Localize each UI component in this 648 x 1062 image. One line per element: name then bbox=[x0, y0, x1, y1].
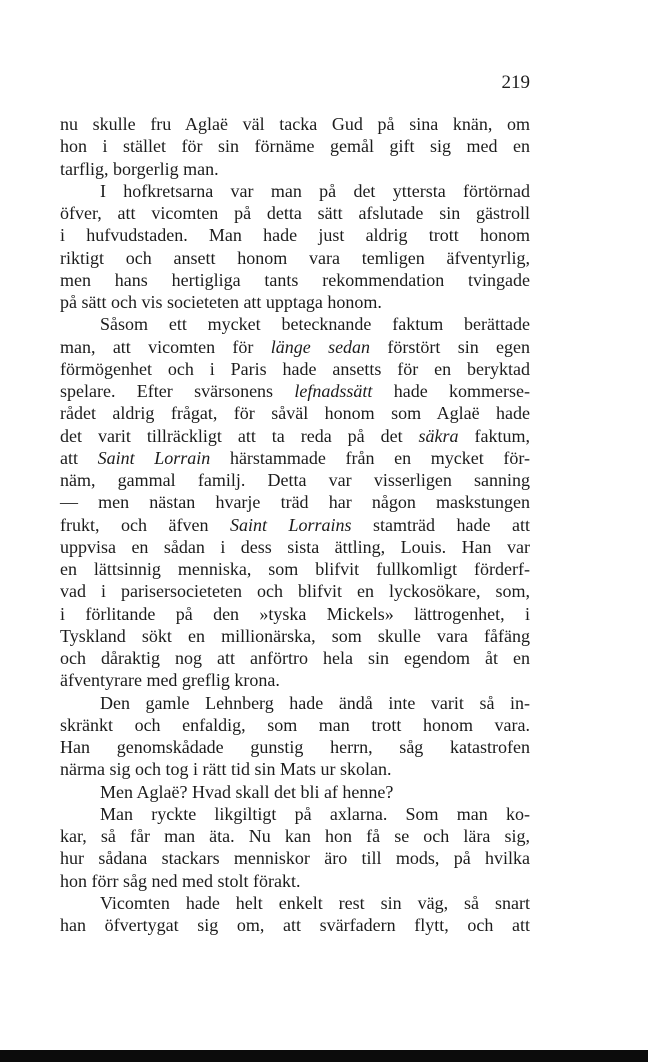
text-line bbox=[60, 914, 530, 936]
text-span: i hufvudstaden. Man hade just aldrig trott honom bbox=[60, 225, 530, 246]
text-line bbox=[60, 180, 530, 202]
text-span: rådet aldrig frågat, för såväl honom som Aglaë hade bbox=[60, 403, 530, 424]
text-line bbox=[60, 447, 530, 469]
text-line bbox=[60, 291, 530, 313]
text-line bbox=[60, 135, 530, 157]
text-span: I hofkretsarna var man på det yttersta förtörnad bbox=[100, 180, 530, 201]
text-span: tarflig, borgerlig man. bbox=[60, 158, 219, 179]
text-line bbox=[60, 514, 530, 536]
text-line bbox=[60, 825, 530, 847]
text-span: att bbox=[60, 447, 98, 468]
text-line bbox=[60, 491, 530, 513]
text-line bbox=[60, 425, 530, 447]
text-span: kar, så får man äta. Nu kan hon få se och lära sig, bbox=[60, 826, 530, 846]
text-line bbox=[60, 558, 530, 580]
text-line bbox=[60, 847, 530, 869]
text-line bbox=[60, 870, 530, 892]
text-span: Vicomten hade helt enkelt rest sin väg, så snart bbox=[100, 892, 530, 913]
text-line bbox=[60, 669, 530, 691]
italic-text: länge sedan bbox=[270, 336, 371, 357]
text-line bbox=[60, 692, 530, 714]
text-line bbox=[60, 224, 530, 246]
text-span: förmögenhet och i Paris hade ansetts för en beryktad bbox=[60, 358, 530, 379]
text-line bbox=[60, 380, 530, 402]
text-span: härstammade från en mycket för- bbox=[210, 447, 531, 468]
text-span: och dåraktig nog att anförtro hela sin egendom åt en bbox=[60, 648, 530, 668]
text-line bbox=[60, 247, 530, 269]
text-span: hon i stället för sin förnäme gemål gift sig med en bbox=[60, 136, 530, 157]
text-line bbox=[60, 313, 530, 335]
text-line bbox=[60, 469, 530, 491]
text-span: men hans hertigliga tants rekommendation tvingade bbox=[60, 269, 530, 290]
text-span: han öfvertygat sig om, att svärfadern flytt, och att bbox=[60, 915, 530, 935]
text-line bbox=[60, 603, 530, 625]
text-span: Tyskland sökt en millionärska, som skulle vara fåfäng bbox=[60, 625, 530, 646]
text-line bbox=[60, 158, 530, 180]
text-span: skränkt och enfaldig, som man trott honom vara. bbox=[60, 714, 530, 735]
text-span: på sätt och vis societeten att upptaga honom. bbox=[60, 292, 382, 312]
text-span: närma sig och tog i rätt tid sin Mats ur skolan. bbox=[60, 759, 392, 780]
text-span: nu skulle fru Aglaë väl tacka Gud på sina knän, om bbox=[60, 114, 530, 134]
text-line bbox=[60, 336, 530, 358]
text-span: i förlitande på den »tyska Mickels» lättrogenhet, i bbox=[60, 603, 530, 624]
text-line bbox=[60, 714, 530, 736]
text-line bbox=[60, 202, 530, 224]
text-span: stamträd hade att bbox=[351, 514, 531, 535]
text-span: Den gamle Lehnberg hade ändå inte varit så in- bbox=[100, 692, 530, 713]
text-line bbox=[60, 536, 530, 558]
text-span: det varit tillräckligt att ta reda på det bbox=[60, 425, 419, 446]
text-span: faktum, bbox=[458, 425, 530, 446]
italic-text: Saint Lorrain bbox=[97, 447, 211, 468]
text-span: man, att vicomten för bbox=[60, 336, 271, 357]
text-line bbox=[60, 736, 530, 758]
text-span: näm, gammal familj. Detta var visserligen sanning bbox=[60, 470, 530, 490]
text-span: frukt, och äfven bbox=[60, 514, 230, 535]
text-span: — men nästan hvarje träd har någon maskstungen bbox=[60, 492, 530, 513]
text-span: äfventyrare med greflig krona. bbox=[60, 670, 280, 691]
italic-text: lefnadssätt bbox=[294, 381, 373, 401]
italic-text: säkra bbox=[418, 425, 459, 446]
text-span: spelare. Efter svärsonens bbox=[60, 381, 295, 401]
text-line bbox=[60, 358, 530, 380]
text-line bbox=[60, 892, 530, 914]
text-span: hur sådana stackars menniskor äro till mods, på hvilka bbox=[60, 848, 530, 869]
text-span: riktigt och ansett honom vara temligen äfventyrlig, bbox=[60, 247, 530, 268]
text-line bbox=[60, 269, 530, 291]
text-span: öfver, att vicomten på detta sätt afslutade sin gästroll bbox=[60, 203, 530, 223]
text-span: Man ryckte likgiltigt på axlarna. Som man ko- bbox=[100, 803, 530, 824]
text-line bbox=[60, 647, 530, 669]
text-span: uppvisa en sådan i dess sista ättling, Louis. Han var bbox=[60, 536, 530, 557]
text-span: hon förr såg ned med stolt förakt. bbox=[60, 870, 301, 891]
text-line bbox=[60, 625, 530, 647]
page-number: 219 bbox=[501, 72, 530, 93]
text-span: förstört sin egen bbox=[370, 336, 531, 357]
text-line bbox=[60, 402, 530, 424]
text-span: Han genomskådade gunstig herrn, såg katastrofen bbox=[60, 737, 530, 757]
text-span: en lättsinnig menniska, som blifvit fullkomligt förderf- bbox=[60, 559, 530, 579]
text-line bbox=[60, 803, 530, 825]
body-text bbox=[60, 113, 530, 936]
text-span: hade kommerse- bbox=[372, 381, 530, 401]
italic-text: Saint Lorrains bbox=[229, 514, 352, 535]
text-span: Men Aglaë? Hvad skall det bli af henne? bbox=[100, 781, 394, 802]
text-span: vad i parisersocieteten och blifvit en lyckosökare, som, bbox=[60, 581, 530, 602]
text-line bbox=[60, 758, 530, 780]
text-line bbox=[60, 580, 530, 602]
text-line bbox=[60, 781, 530, 803]
scan-border bbox=[0, 1050, 648, 1062]
text-span: Såsom ett mycket betecknande faktum berättade bbox=[100, 314, 530, 335]
text-line bbox=[60, 113, 530, 135]
